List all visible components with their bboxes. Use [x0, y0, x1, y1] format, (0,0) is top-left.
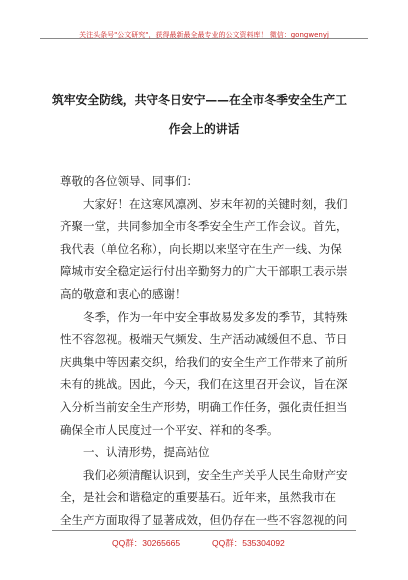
footer-qq-group-2: QQ群：535304092 — [212, 538, 285, 548]
header-promo-text: 关注头条号"公文研究"，获得最新最全最专业的公文资料库！ 微信：gongwenyj — [79, 31, 329, 39]
paragraph-line: 全生产方面取得了显著成效，但仍存在一些不容忽视的问 — [60, 512, 348, 527]
paragraph-line: 高的敬意和衷心的感谢！ — [60, 286, 187, 301]
paragraph-line: 确保全市人民度过一个平安、祥和的冬季。 — [60, 422, 279, 437]
salutation: 尊敬的各位领导、同事们： — [60, 174, 198, 188]
page-header — [40, 22, 368, 39]
paragraph-line: 齐聚一堂，共同参加全市冬季安全生产工作会议。首先， — [60, 219, 348, 234]
paragraph-line: 未有的挑战。因此，今天，我们在这里召开会议，旨在深 — [60, 377, 348, 392]
paragraph-line: 庆典集中等因素交织，给我们的安全生产工作带来了前所 — [60, 354, 348, 369]
page-footer — [52, 530, 356, 561]
paragraph-line: 全，是社会和谐稳定的重要基石。近年来，虽然我市在 — [60, 490, 336, 505]
document-title-line-1: 筑牢安全防线，共守冬日安宁——在全市冬季安全生产工 — [52, 93, 347, 107]
paragraph-line: 大家好！在这寒风凛冽、岁末年初的关键时刻，我们 — [83, 196, 348, 211]
footer-qq-group-1: QQ群：30265665 — [112, 538, 181, 548]
paragraph-line: 入分析当前安全生产形势，明确工作任务，强化责任担当 — [60, 399, 348, 414]
document-title-line-2: 作会上的讲话 — [168, 122, 240, 136]
document-body — [60, 170, 360, 532]
paragraph-line: 我们必须清醒认识到，安全生产关乎人民生命财产安 — [83, 467, 348, 482]
paragraph-line: 我代表（单位名称），向长期以来坚守在生产一线、为保 — [60, 241, 342, 256]
paragraph-line: 性不容忽视。极端天气频发、生产活动减缓但不息、节日 — [60, 332, 348, 347]
paragraph-line: 障城市安全稳定运行付出辛勤努力的广大干部职工表示崇 — [60, 264, 348, 279]
section-heading: 一、认清形势，提高站位 — [83, 445, 210, 460]
paragraph-line: 冬季，作为一年中安全事故易发多发的季节，其特殊 — [83, 309, 348, 324]
